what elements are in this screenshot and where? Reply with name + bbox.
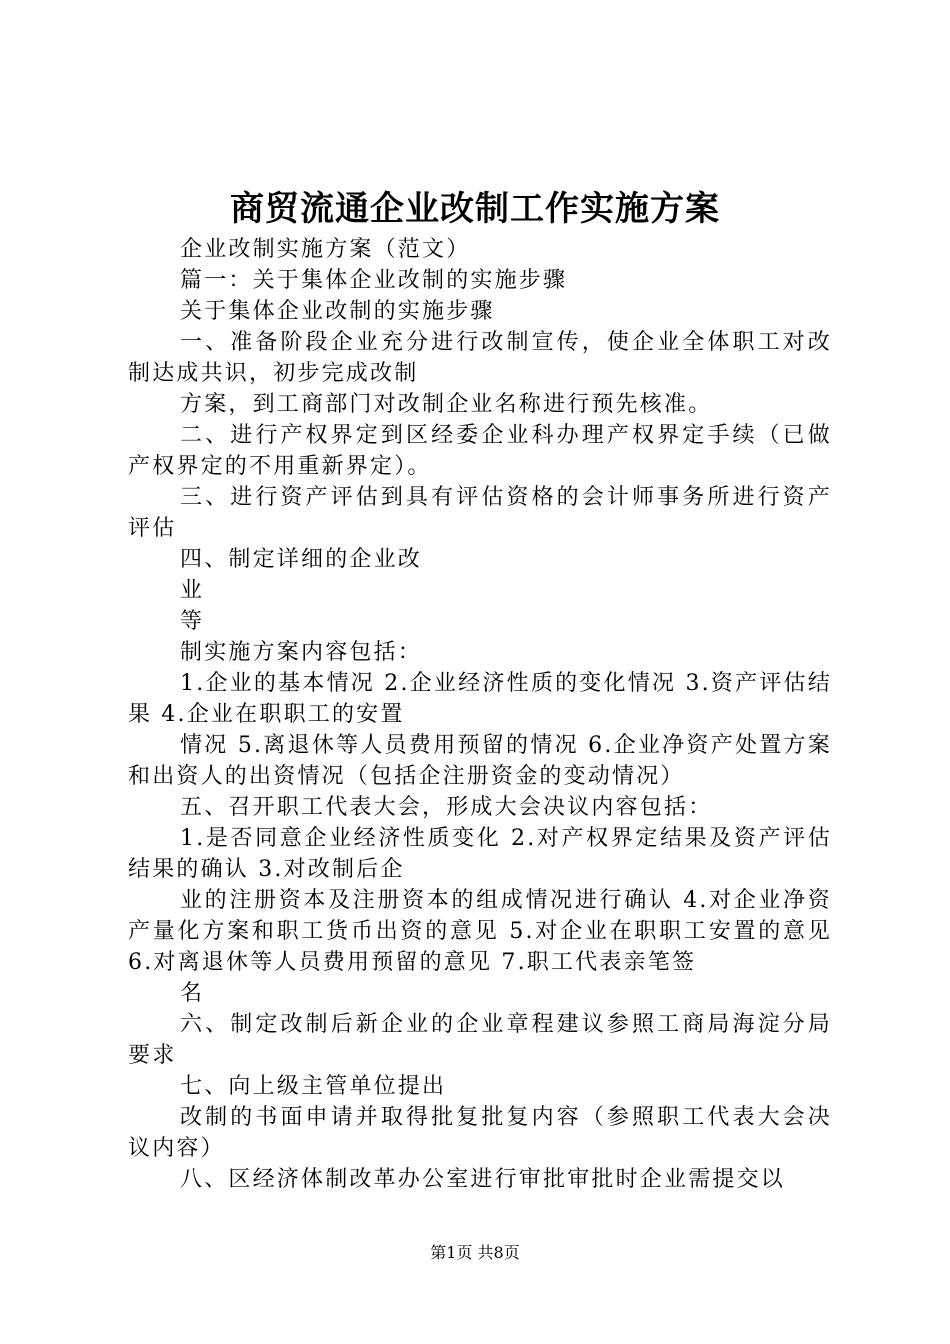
paragraph: 二、进行产权界定到区经委企业科办理产权界定手续（已做产权界定的不用重新界定）。 [128, 423, 832, 479]
paragraph: 篇一：关于集体企业改制的实施步骤 [180, 268, 568, 293]
document-title: 商贸流通企业改制工作实施方案 [230, 189, 720, 229]
document-body [128, 234, 832, 1195]
paragraph: 情况 5.离退休等人员费用预留的情况 6.企业净资产处置方案和出资人的出资情况（包括企注册资金的变动情况） [128, 733, 832, 789]
paragraph: 四、制定详细的企业改 [180, 547, 423, 572]
paragraph: 1.企业的基本情况 2.企业经济性质的变化情况 3.资产评估结果 4.企业在职职工的安置 [128, 671, 832, 727]
paragraph: 制实施方案内容包括： [180, 640, 423, 665]
paragraph: 五、召开职工代表大会，形成大会决议内容包括： [180, 795, 713, 820]
paragraph: 七、向上级主管单位提出 [180, 1074, 447, 1099]
paragraph: 企业改制实施方案（范文） [180, 237, 471, 262]
paragraph: 三、进行资产评估到具有评估资格的会计师事务所进行资产评估 [128, 485, 832, 541]
paragraph: 业 [180, 578, 205, 603]
paragraph: 改制的书面申请并取得批复批复内容（参照职工代表大会决议内容） [128, 1105, 832, 1161]
paragraph: 方案，到工商部门对改制企业名称进行预先核准。 [180, 392, 713, 417]
paragraph: 等 [180, 609, 205, 634]
paragraph: 八、区经济体制改革办公室进行审批审批时企业需提交以 [180, 1167, 786, 1192]
paragraph: 业的注册资本及注册资本的组成情况进行确认 4.对企业净资产量化方案和职工货币出资的意见 5.对企业在职职工安置的意见 6.对离退休等人员费用预留的意见 7.职工代表亲笔签 [128, 888, 832, 975]
page-number-footer: 第1页 共8页 [430, 1243, 520, 1262]
paragraph: 1.是否同意企业经济性质变化 2.对产权界定结果及资产评估结果的确认 3.对改制后企 [128, 826, 832, 882]
paragraph: 名 [180, 981, 205, 1006]
paragraph: 关于集体企业改制的实施步骤 [180, 299, 495, 324]
paragraph: 一、准备阶段企业充分进行改制宣传，使企业全体职工对改制达成共识，初步完成改制 [128, 330, 832, 386]
paragraph: 六、制定改制后新企业的企业章程建议参照工商局海淀分局要求 [128, 1012, 832, 1068]
